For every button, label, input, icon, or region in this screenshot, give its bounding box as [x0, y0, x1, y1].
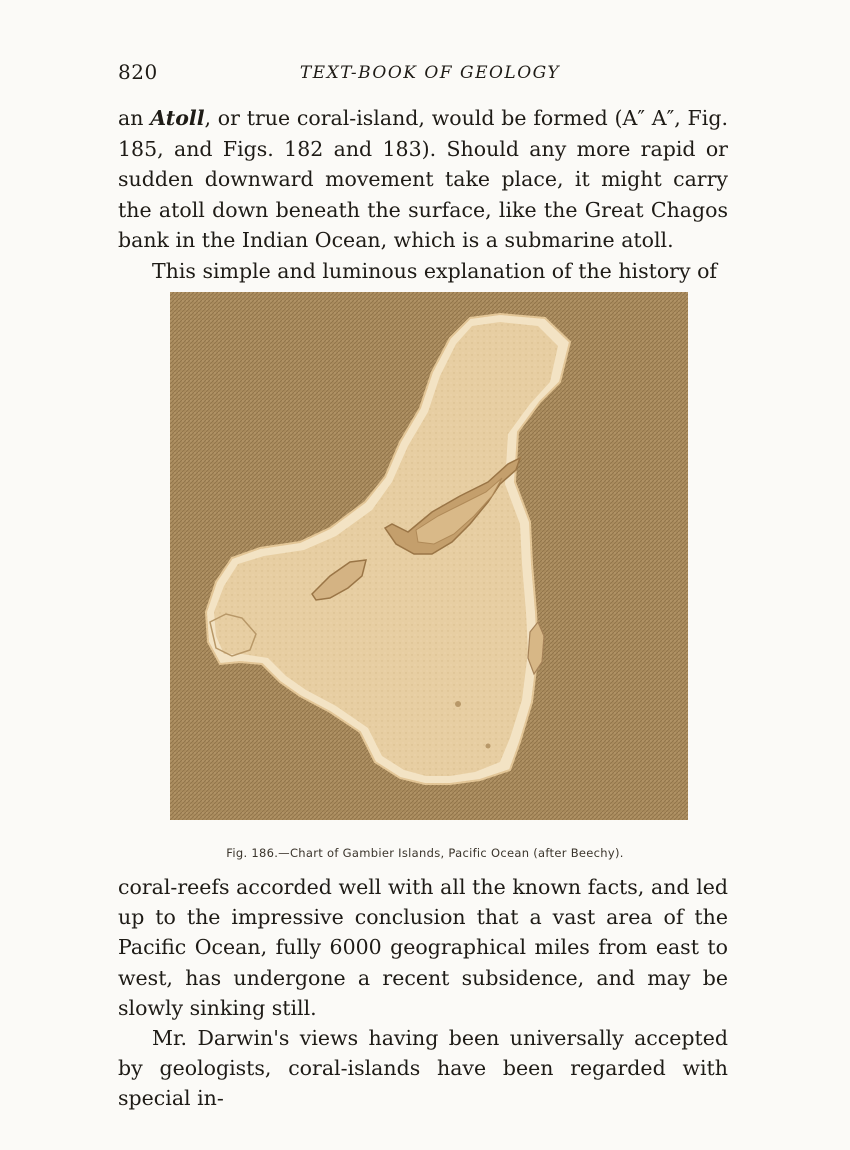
page-number: 820 [118, 60, 158, 84]
figure-chart-gambier [170, 292, 688, 820]
gambier-chart-illustration [170, 292, 688, 820]
paragraph-1-lead: an [118, 106, 151, 130]
paragraph-2-start: This simple and luminous explanation of the history of [152, 258, 718, 283]
paragraph-2-end: coral-reefs accorded well with all the known facts, and led up to the impressive conclusion that a vast area of the Pacific Ocean, fully 6000 geographical miles from east to west, has undergone a recent subsidence, and may be slowly sinking still. [118, 875, 728, 1020]
text-block-bottom [118, 872, 728, 1114]
small-islet [486, 744, 491, 749]
paragraph-1-text: , or true coral-island, would be formed (A″ A″, Fig. 185, and Figs. 182 and 183). Should any more rapid or sudden downward movement take place, it might carry the atoll down beneath the surface, like the Great Chagos bank in the Indian Ocean, which is a submarine atoll. [118, 106, 728, 253]
figure-caption: Fig. 186.—Chart of Gambier Islands, Pacific Ocean (after Beechy). [226, 846, 624, 860]
small-islet [455, 701, 461, 707]
paragraph-3: Mr. Darwin's views having been universally accepted by geologists, coral-islands have been regarded with special in- [118, 1026, 728, 1111]
atoll-term: Atoll [150, 106, 205, 130]
paragraph-1 [118, 103, 728, 256]
text-block-top [118, 103, 728, 287]
running-head: TEXT-BOOK OF GEOLOGY [299, 63, 561, 83]
